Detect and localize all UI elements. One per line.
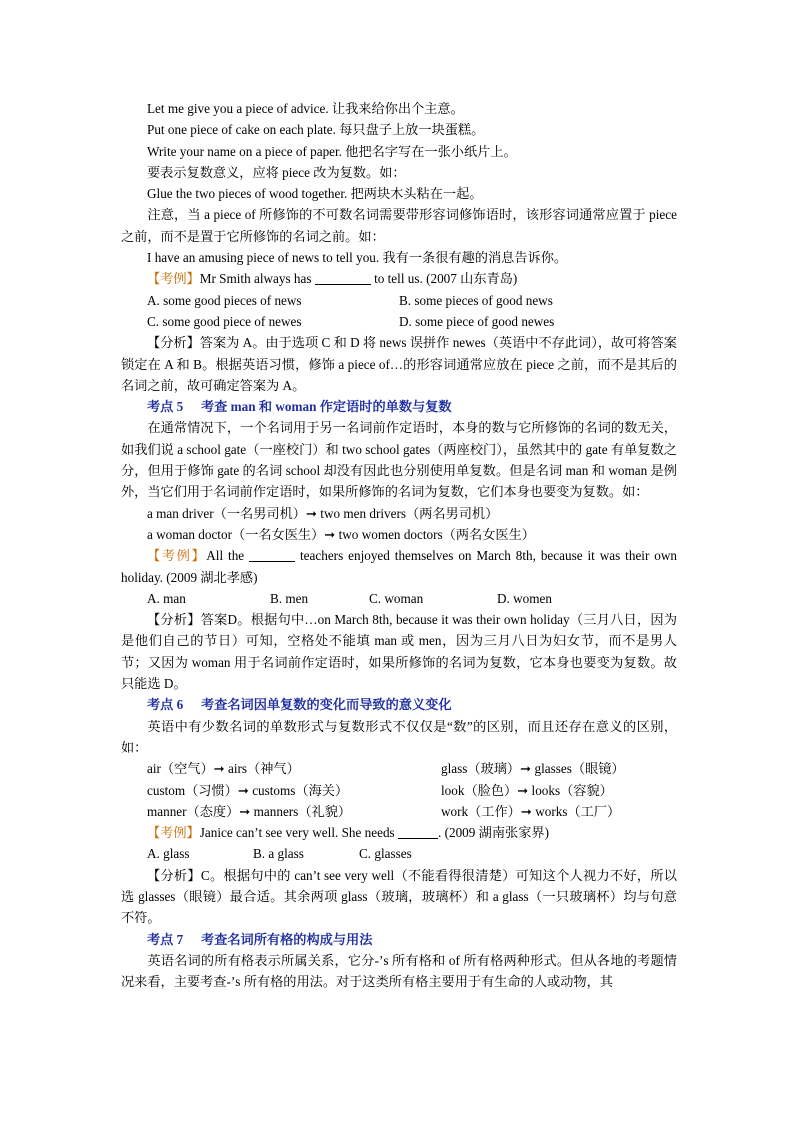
exam-tag: 【考例】 — [147, 271, 200, 287]
section-number: 考点 5 — [147, 399, 184, 415]
option-d: D. some piece of good newes — [399, 313, 555, 329]
paragraph: 注意，当 a piece of 所修饰的不可数名词需要带形容词修饰语时，该形容词通常应置于 piece 之前，而不是置于它所修饰的名词之前。如： — [121, 207, 677, 244]
options-row — [147, 843, 677, 864]
analysis-text: 答案D。根据句中…on March 8th, because it was their own holiday（三月八日，因为是他们自己的节日）可知，空格处不能填 man 或 men，因为三月八日为妇女节，而不是男人节；又因为 woman 用于名词前作定语时，如果所修饰的名词为复数，它本身也要变为复数。故只能选 D。 — [121, 612, 678, 692]
analysis-tag: 【分析】 — [147, 867, 201, 883]
section-heading — [147, 929, 677, 950]
option-c: C. glasses — [359, 846, 412, 862]
option-a: A. glass — [147, 846, 190, 862]
section-title: 考查名词因单复数的变化而导致的意义变化 — [201, 697, 452, 713]
word-pair: work（工作）➞ works（工厂） — [441, 803, 621, 819]
exam-tag: 【考例】 — [147, 825, 200, 841]
section-heading — [147, 694, 677, 715]
section-title: 考查 man 和 woman 作定语时的单数与复数 — [201, 399, 452, 415]
word-pair-row — [147, 801, 677, 822]
example-sentence: Let me give you a piece of advice. 让我来给你出个主意。 — [147, 101, 464, 116]
option-a: A. man — [147, 590, 186, 606]
exam-tag: 【考例】 — [147, 548, 207, 564]
section-number: 考点 6 — [147, 697, 184, 713]
paragraph: 在通常情况下，一个名词用于另一名词前作定语时，本身的数与它所修饰的名词的数无关，如我们说 a school gate（一座校门）和 two school gates（两座校门），虽然其中的 gate 有单复数之分，但用于修饰 gate 的名词 school 却没有因此也分别使用单复数。但是名词 man 和 woman 是例外，当它们用于名词前作定语时，如果所修饰的名词为复数，它们本身也要变为复数。如： — [121, 420, 677, 500]
section-heading — [147, 396, 677, 417]
analysis-paragraph — [121, 332, 677, 396]
word-pair: manner（态度）➞ manners（礼貌） — [147, 803, 352, 819]
example-sentence: Glue the two pieces of wood together. 把两块木头粘在一起。 — [147, 186, 483, 202]
analysis-paragraph — [121, 865, 677, 929]
word-pair-row — [147, 758, 677, 779]
option-b: B. a glass — [253, 846, 304, 862]
option-a: A. some good pieces of news — [147, 292, 302, 308]
word-pair: look（脸色）➞ looks（容貌） — [441, 782, 613, 798]
word-pair: glass（玻璃）➞ glasses（眼镜） — [441, 761, 625, 777]
option-d: D. women — [497, 590, 552, 606]
document-page — [121, 98, 678, 992]
paragraph: 英语名词的所有格表示所属关系，它分-’s 所有格和 of 所有格两种形式。但从各地的考题情况来看，主要考查-’s 所有格的用法。对于这类所有格主要用于有生命的人或动物，其 — [121, 952, 677, 990]
option-b: B. men — [270, 590, 309, 606]
answer-blank — [398, 825, 438, 839]
analysis-tag: 【分析】 — [147, 335, 200, 351]
exam-question: 【考例】All the teachers enjoyed themselves on March 8th, because it was their own holiday. (2009 湖北孝感) — [121, 548, 677, 585]
analysis-tag: 【分析】 — [147, 612, 201, 628]
example-sentence: a woman doctor（一名女医生）➞ two women doctors（两名女医生） — [147, 526, 535, 542]
exam-question: 【考例】Janice can’t see very well. She needs . (2009 湖南张家界) — [147, 825, 549, 841]
word-pair: air（空气）➞ airs（神气） — [147, 761, 300, 777]
analysis-text: C。根据句中的 can’t see very well（不能看得很清楚）可知这个人视力不好，所以选 glasses（眼镜）最合适。其余两项 glass（玻璃，玻璃杯）和 a glass（一只玻璃杯）均与句意不符。 — [121, 867, 677, 926]
answer-blank — [315, 271, 371, 285]
analysis-text: 答案为 A。由于选项 C 和 D 将 news 误拼作 newes（英语中不存此词），故可将答案锁定在 A 和 B。根据英语习惯，修饰 a piece of…的形容词通常应放在 piece 之前，而不是其后的名词之前，故可确定答案为 A。 — [121, 335, 677, 393]
option-c: C. some good piece of newes — [147, 313, 302, 329]
example-sentence: Write your name on a piece of paper. 他把名字写在一张小纸片上。 — [147, 143, 517, 159]
section-number: 考点 7 — [147, 931, 184, 947]
option-c: C. woman — [369, 590, 424, 606]
example-sentence: I have an amusing piece of news to tell you. 我有一条很有趣的消息告诉你。 — [147, 250, 568, 266]
answer-blank — [249, 548, 295, 562]
paragraph: 英语中有少数名词的单数形式与复数形式不仅仅是“数”的区别，而且还存在意义的区别，如： — [121, 718, 677, 755]
example-sentence: Put one piece of cake on each plate. 每只盘子上放一块蛋糕。 — [147, 122, 485, 138]
example-sentence: a man driver（一名男司机）➞ two men drivers（两名男司机） — [147, 505, 499, 521]
word-pair-row — [147, 780, 677, 801]
options-row — [147, 290, 677, 311]
analysis-paragraph — [121, 609, 677, 694]
word-pair: custom（习惯）➞ customs（海关） — [147, 782, 349, 798]
paragraph: 要表示复数意义，应将 piece 改为复数。如： — [147, 164, 406, 180]
options-row — [147, 588, 677, 609]
options-row — [147, 311, 677, 332]
option-b: B. some pieces of good news — [399, 292, 553, 308]
exam-question: 【考例】Mr Smith always has to tell us. (2007 山东青岛) — [147, 271, 518, 287]
section-title: 考查名词所有格的构成与用法 — [201, 931, 373, 947]
